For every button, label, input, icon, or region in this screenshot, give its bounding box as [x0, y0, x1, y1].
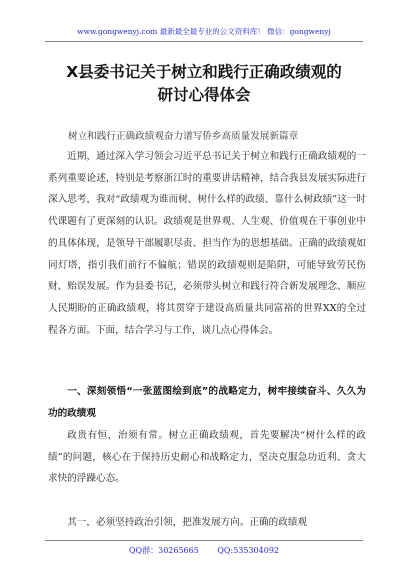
page-footer	[0, 545, 408, 556]
section-heading-1: 一、深刻领悟“一张蓝图绘到底”的战略定力，树牢接续奋斗、久久为功的政绩观	[48, 386, 366, 419]
paragraph-3: 其一，必须坚持政治引领，把准发展方向。正确的政绩观	[67, 517, 308, 528]
paragraph-2: 政贵有恒，治须有常。树立正确政绩观，首先要解决“树什么样的政绩”的问题，核心在于保持历史耐心和战略定力，坚决克服急功近利、贪大求快的浮躁心态。	[48, 430, 366, 485]
paragraph-intro: 近期，通过深入学习领会习近平总书记关于树立和践行正确政绩观的一系列重要论述，特别是考察浙江时的重要讲话精神，结合我县发展实际进行深入思考，我对“政绩观为谁而树、树什么样的政绩、靠什么树政绩”这一时代课题有了更深刻的认识。政绩观是世界观、人生观、价值观在干事创业中的具体体现，是领导干部履职尽责、担当作为的思想基础。正确的政绩观如同灯塔，指引我们前行不偏航；错误的政绩观则是陷阱，可能导致劳民伤财、贻误发展。作为县委书记，必须带头树立和践行符合新发展理念、顺应人民期盼的正确政绩观，将其贯穿于建设高质量共同富裕的世界XX的全过程各方面。下面，结合学习与工作，谈几点心得体会。	[48, 151, 366, 336]
footer-divider	[45, 540, 363, 541]
header-divider	[45, 41, 363, 42]
document-subtitle: 树立和践行正确政绩观奋力谱写侨乡高质量发展新篇章	[68, 131, 299, 142]
footer-qq: QQ:535304092	[217, 546, 279, 555]
title-line-1: X县委书记关于树立和践行正确政绩观的	[66, 63, 342, 81]
page-header: www.gongwenyj.com 最新最全最专业的公文资料库！ 微信：gongwenyj	[77, 27, 331, 36]
title-line-2: 研讨心得体会	[157, 86, 251, 104]
document-title	[44, 61, 364, 107]
footer-qq-group: QQ群：30265665	[128, 546, 199, 555]
